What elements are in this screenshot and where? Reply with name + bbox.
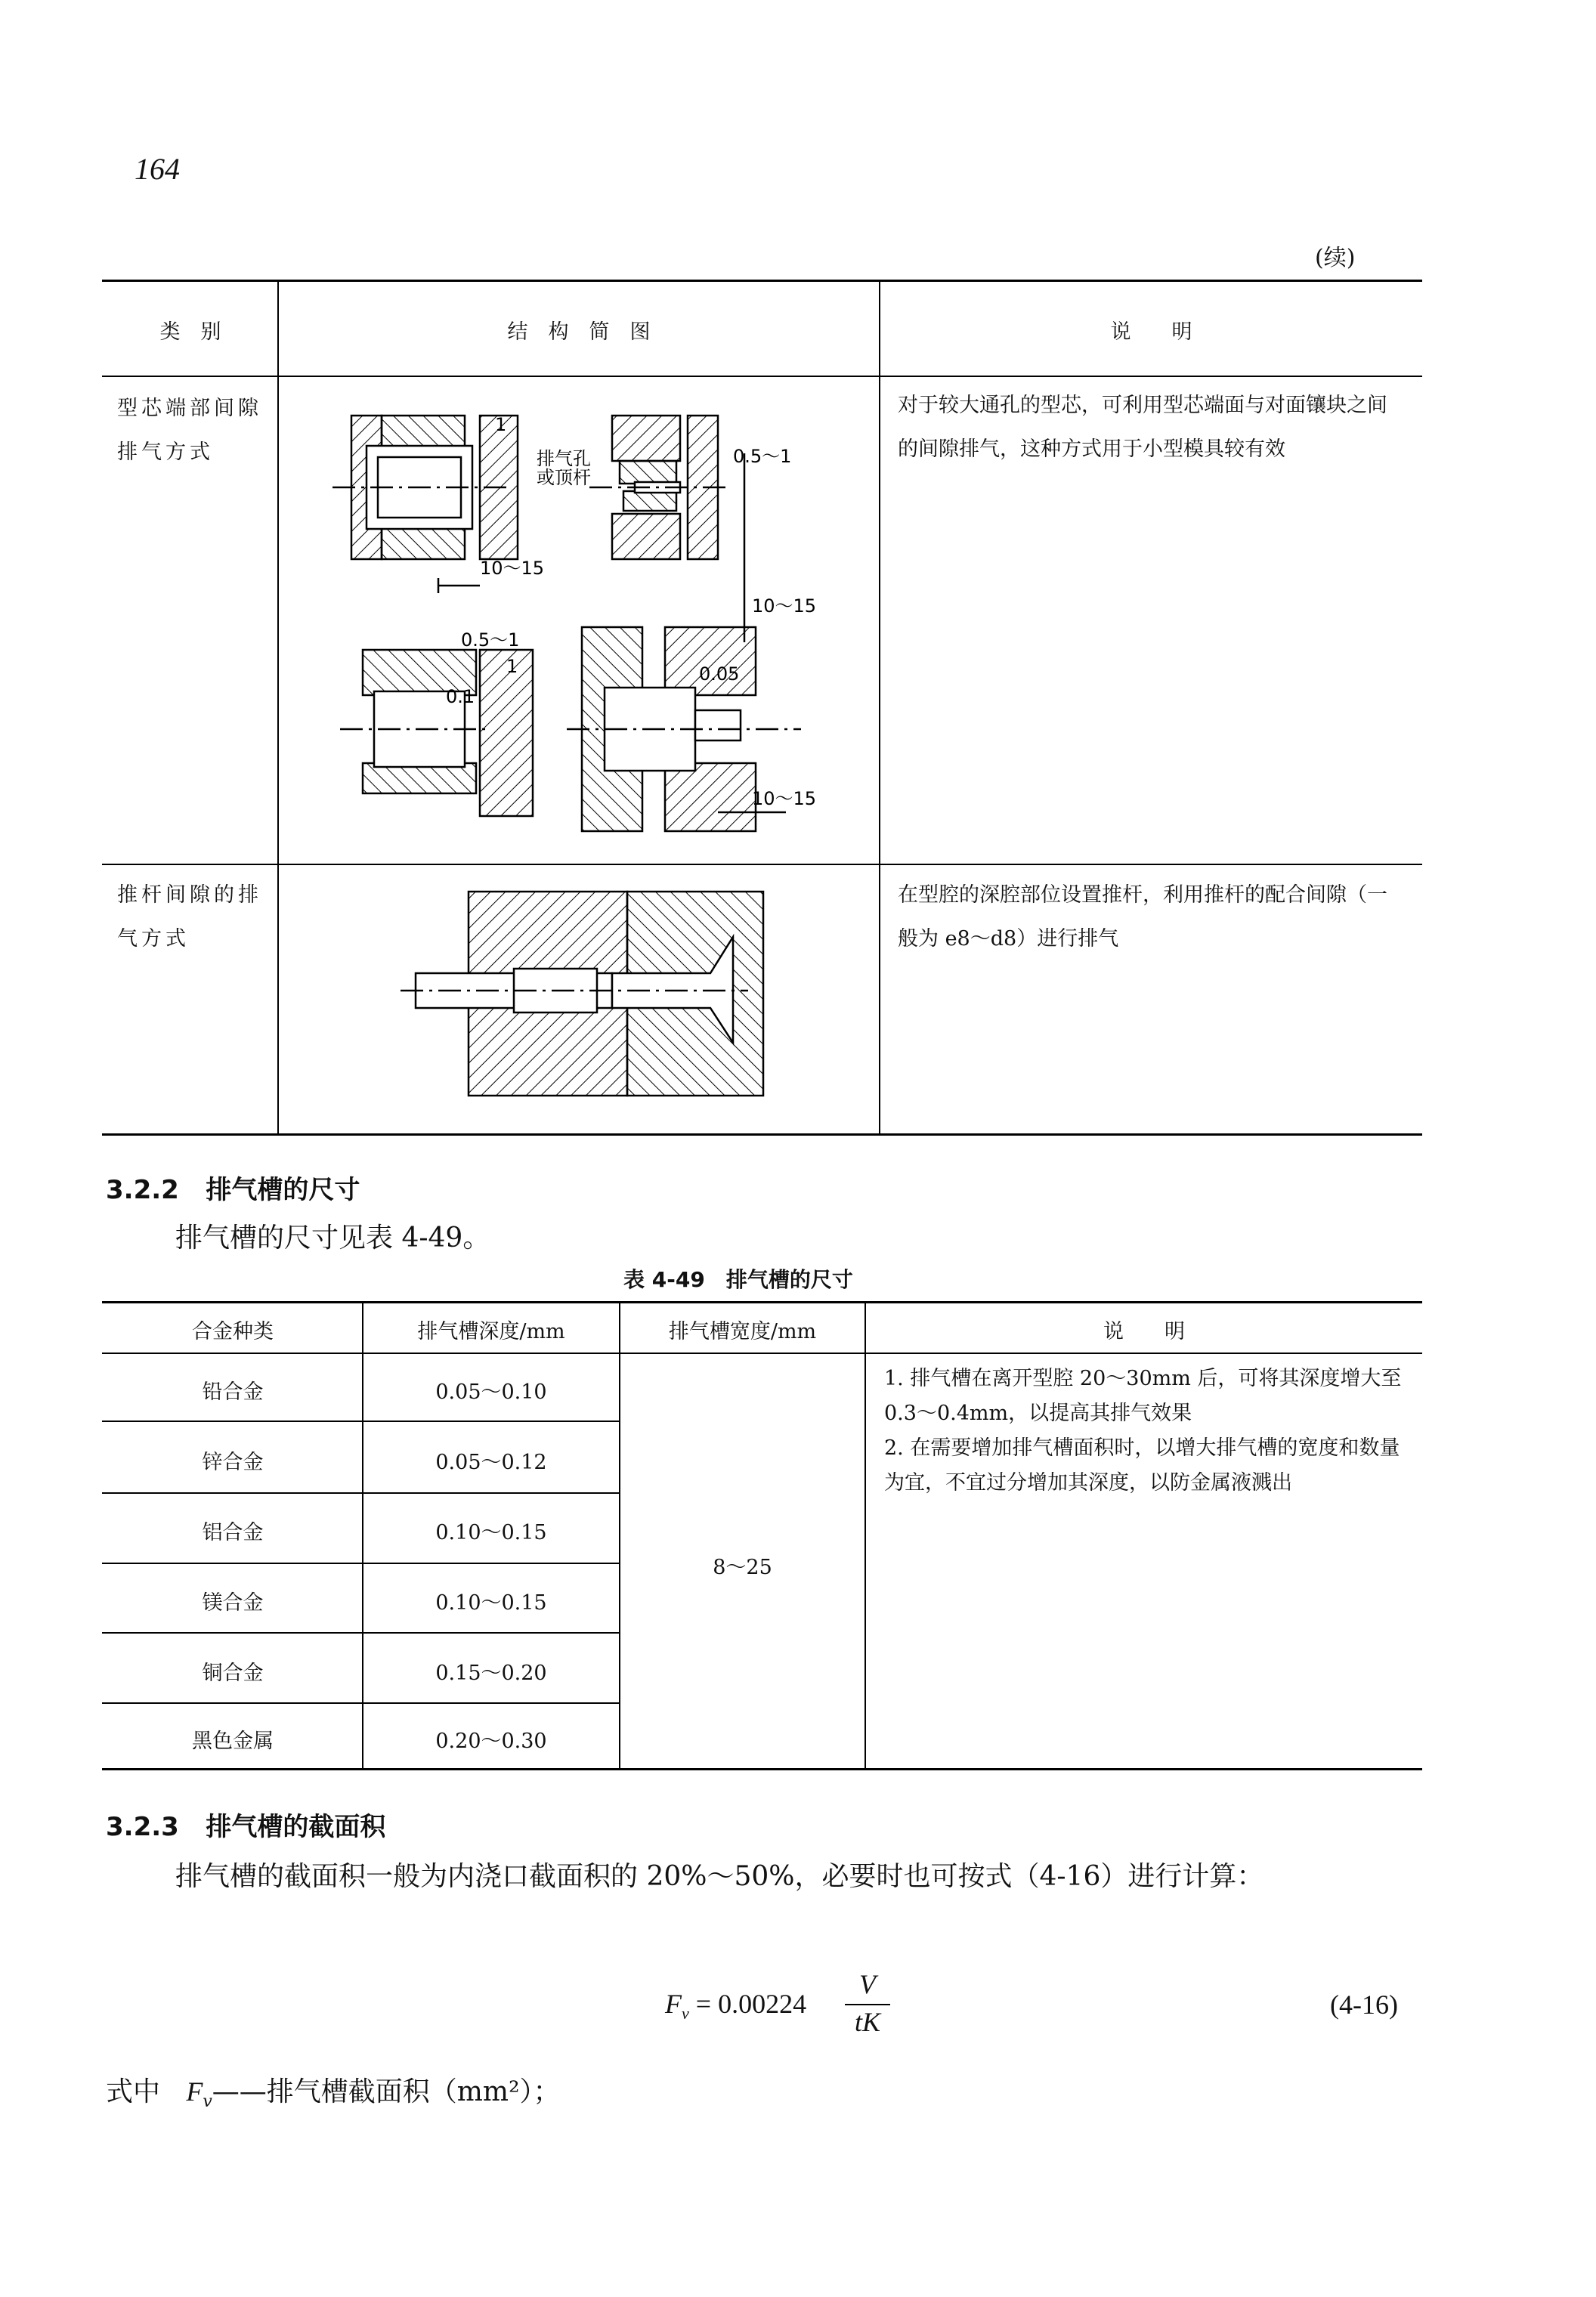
row1-description: 对于较大通孔的型芯，可利用型芯端面与对面镶块之间的间隙排气，这种方式用于小型模具较有效 xyxy=(898,394,1387,461)
table-row-alloy: 镁合金 xyxy=(202,1591,264,1615)
section-323-text: 排气槽的截面积一般为内浇口截面积的 20%～50%，必要时也可按式（4-16）进行计算： xyxy=(175,1861,1264,1892)
header-diagram: 结 构 简 图 xyxy=(507,320,651,344)
table-row-depth: 0.10～0.15 xyxy=(435,1521,547,1544)
page-number: 164 xyxy=(135,152,180,186)
where-sub: v xyxy=(203,2092,212,2112)
formula-denominator: tK xyxy=(854,2007,880,2037)
where-clause xyxy=(106,2070,561,2111)
vent-hole-label: 排气孔 xyxy=(537,448,591,469)
table-row-alloy: 铝合金 xyxy=(202,1521,264,1544)
dim-label: 0.05 xyxy=(699,663,740,685)
t2-header-alloy: 合金种类 xyxy=(192,1320,274,1343)
table-caption: 表 4-49 排气槽的尺寸 xyxy=(623,1267,853,1292)
where-prefix: 式中 xyxy=(106,2076,161,2107)
dim-label: 10～15 xyxy=(752,595,817,617)
t2-header-width: 排气槽宽度/mm xyxy=(668,1320,817,1343)
table-row-alloy: 锌合金 xyxy=(202,1451,264,1474)
section-number: 3.2.2 xyxy=(106,1175,179,1205)
row2-description: 在型腔的深腔部位设置推杆，利用推杆的配合间隙（一般为 e8～d8）进行排气 xyxy=(898,883,1387,951)
where-symbol: F xyxy=(186,2076,203,2107)
ejector-pin-venting-diagram xyxy=(393,884,786,1103)
note-1: 1. 排气槽在离开型腔 20～30mm 后，可将其深度增大至 0.3～0.4mm，以提高其排气效果 xyxy=(884,1367,1402,1425)
section-number: 3.2.3 xyxy=(106,1812,179,1842)
formula-numerator: V xyxy=(859,1969,876,1999)
section-322-heading xyxy=(106,1169,360,1206)
row2-category: 推杆间隙的排气方式 xyxy=(117,883,262,951)
section-title: 排气槽的尺寸 xyxy=(206,1175,360,1205)
dim-label: 0.5～1 xyxy=(461,629,520,651)
formula-lhs: F xyxy=(665,1989,682,2019)
note-2: 2. 在需要增加排气槽面积时，以增大排气槽的宽度和数量为宜，不宜过分增加其深度，以防金属液溅出 xyxy=(884,1436,1400,1495)
table-row-depth: 0.15～0.20 xyxy=(435,1662,547,1685)
t2-header-notes: 说 明 xyxy=(1103,1320,1185,1343)
section-322-text: 排气槽的尺寸见表 4-49。 xyxy=(175,1223,490,1254)
continued-mark: (续) xyxy=(1315,245,1356,271)
core-end-gap-venting-diagram xyxy=(332,385,861,854)
dim-label: 0.1 xyxy=(446,686,475,707)
table-row-alloy: 铅合金 xyxy=(202,1380,264,1404)
where-text: ——排气槽截面积（mm²）； xyxy=(212,2076,561,2107)
header-description: 说 明 xyxy=(1110,320,1192,344)
formula-eq: = 0.00224 xyxy=(688,1989,814,2019)
formula-number: (4-16) xyxy=(1330,1989,1398,2020)
formula-sub: v xyxy=(682,2004,689,2023)
table-row-depth: 0.10～0.15 xyxy=(435,1591,547,1615)
vent-width-value: 8～25 xyxy=(713,1556,772,1579)
table-row-depth: 0.05～0.10 xyxy=(435,1380,547,1404)
header-category: 类 别 xyxy=(159,320,221,344)
dim-label: 1 xyxy=(495,414,507,435)
dim-label: 10～15 xyxy=(480,558,545,579)
dim-label: 1 xyxy=(506,656,518,677)
section-323-heading xyxy=(106,1806,385,1843)
dim-label: 10～15 xyxy=(752,788,817,809)
fraction-bar xyxy=(845,2004,890,2005)
row1-category: 型芯端部间隙排气方式 xyxy=(117,397,262,464)
table-row-depth: 0.05～0.12 xyxy=(435,1451,547,1474)
table-row-alloy: 铜合金 xyxy=(202,1662,264,1685)
table-row-depth: 0.20～0.30 xyxy=(435,1730,547,1753)
section-title: 排气槽的截面积 xyxy=(206,1812,386,1842)
ejector-label: 或顶杆 xyxy=(537,467,591,488)
t2-header-depth: 排气槽深度/mm xyxy=(417,1320,565,1343)
table-row-alloy: 黑色金属 xyxy=(192,1730,274,1753)
dim-label: 0.5～1 xyxy=(733,446,792,467)
